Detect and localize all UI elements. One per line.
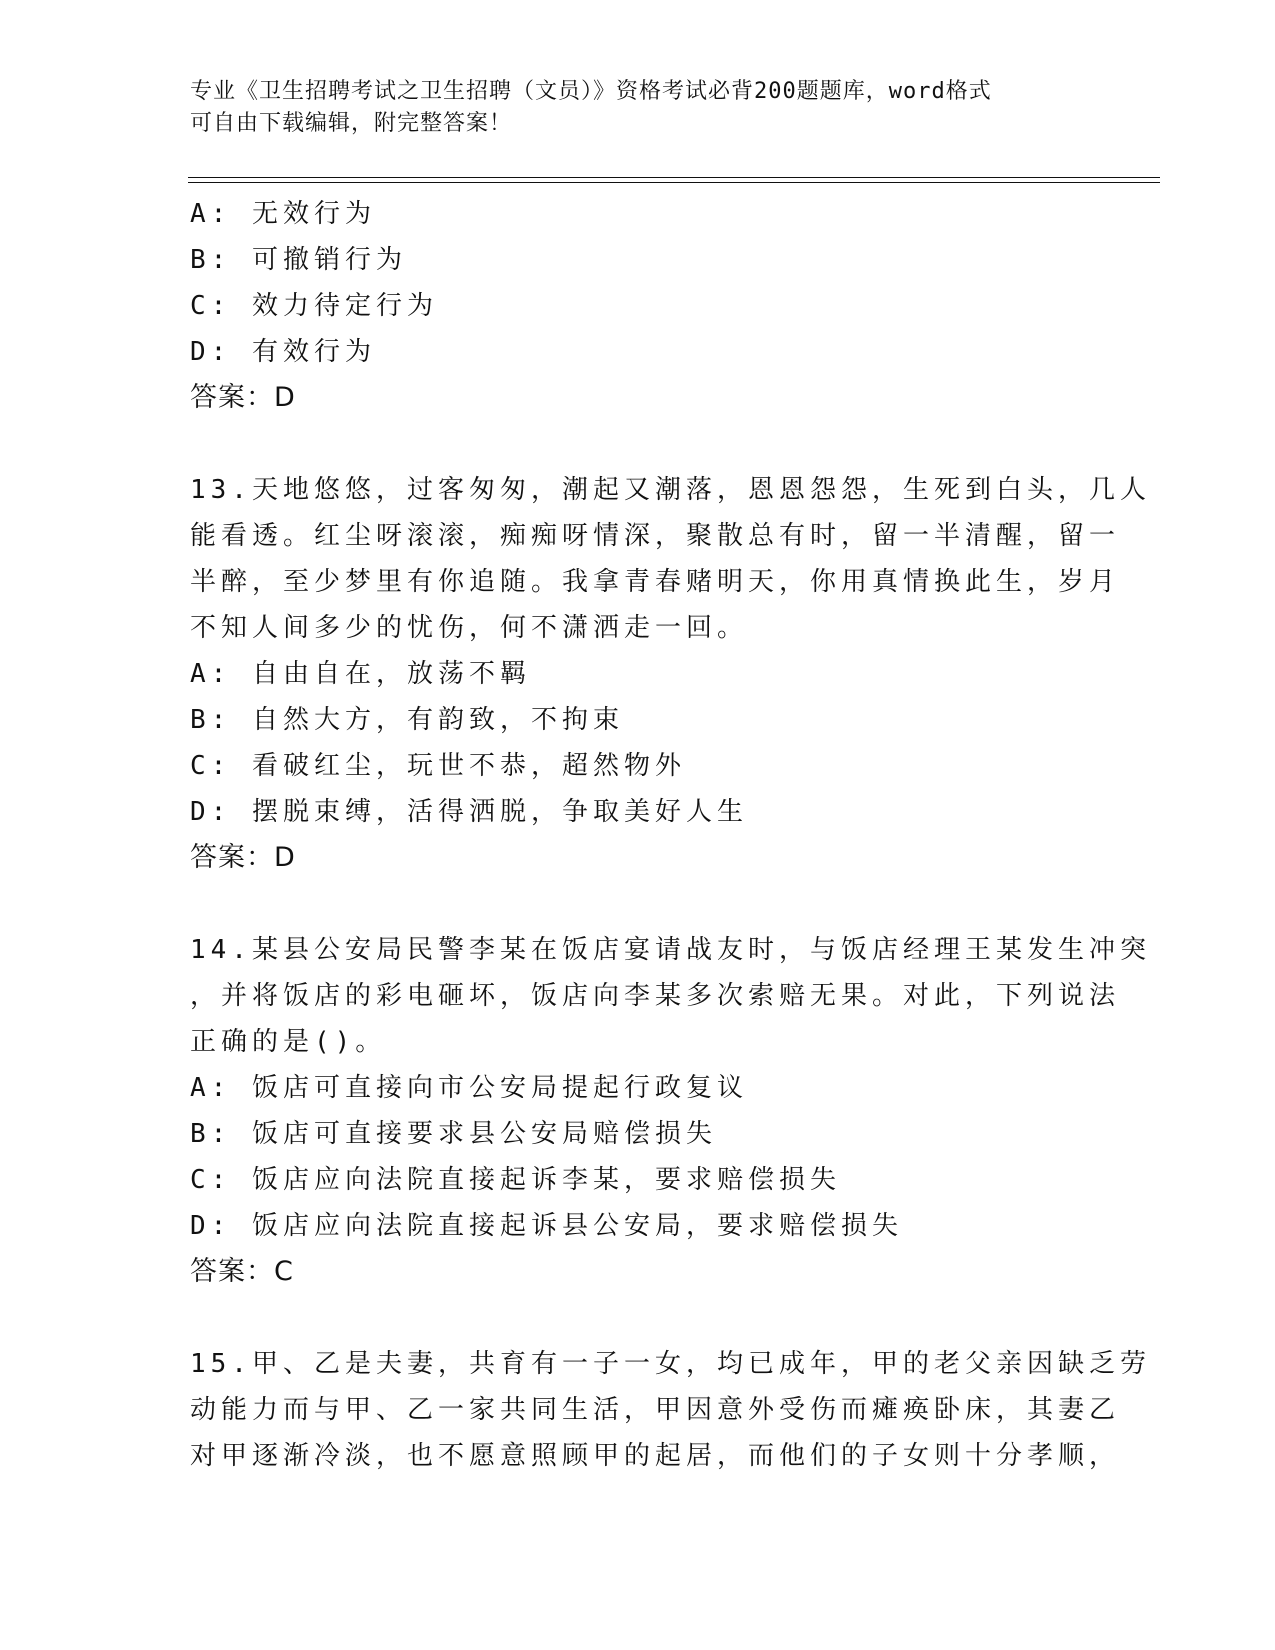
header-divider-bottom [188,182,1160,183]
option-b: B: 可撤销行为 [190,245,407,275]
question-stem-line: 动能力而与甲、乙一家共同生活，甲因意外受伤而瘫痪卧床，其妻乙 [190,1395,1121,1425]
header-line-1: 专业《卫生招聘考试之卫生招聘（文员）》资格考试必背200题题库，word格式 [190,79,992,104]
answer-line: 答案：D [190,382,296,413]
header-divider-top [188,177,1160,178]
question-14 [190,927,1150,1295]
question-15 [190,1341,1150,1479]
question-13 [190,467,1150,881]
option-a: A: 自由自在，放荡不羁 [190,659,531,689]
answer-line: 答案：D [190,842,296,873]
question-12-continued [190,191,1150,421]
option-b: B: 自然大方，有韵致，不拘束 [190,705,624,735]
answer-line: 答案：C [190,1256,294,1287]
header-line-2: 可自由下载编辑，附完整答案！ [190,111,513,136]
option-b: B: 饭店可直接要求县公安局赔偿损失 [190,1119,717,1149]
question-stem-line: 不知人间多少的忧伤，何不潇洒走一回。 [190,613,749,643]
question-stem-line: 半醉，至少梦里有你追随。我拿青春赌明天，你用真情换此生，岁月 [190,567,1121,597]
question-stem-line: 正确的是()。 [190,1027,387,1057]
question-stem-line: 14.某县公安局民警李某在饭店宴请战友时，与饭店经理王某发生冲突 [190,935,1151,965]
option-d: D: 饭店应向法院直接起诉县公安局，要求赔偿损失 [190,1211,903,1241]
question-stem-line: 15.甲、乙是夫妻，共育有一子一女，均已成年，甲的老父亲因缺乏劳 [190,1349,1151,1379]
question-stem-line: 能看透。红尘呀滚滚，痴痴呀情深，聚散总有时，留一半清醒，留一 [190,521,1121,551]
option-d: D: 有效行为 [190,337,376,367]
option-c: C: 看破红尘，玩世不恭，超然物外 [190,751,686,781]
question-stem-line: 13.天地悠悠，过客匆匆，潮起又潮落，恩恩怨怨，生死到白头，几人 [190,475,1151,505]
option-c: C: 饭店应向法院直接起诉李某，要求赔偿损失 [190,1165,841,1195]
option-a: A: 饭店可直接向市公安局提起行政复议 [190,1073,748,1103]
option-d: D: 摆脱束缚，活得洒脱，争取美好人生 [190,797,748,827]
option-c: C: 效力待定行为 [190,291,438,321]
option-a: A: 无效行为 [190,199,376,229]
question-stem-line: 对甲逐渐冷淡，也不愿意照顾甲的起居，而他们的子女则十分孝顺， [190,1441,1121,1471]
question-content [190,191,1150,1479]
document-header [190,76,1090,140]
question-stem-line: ，并将饭店的彩电砸坏，饭店向李某多次索赔无果。对此，下列说法 [190,981,1121,1011]
